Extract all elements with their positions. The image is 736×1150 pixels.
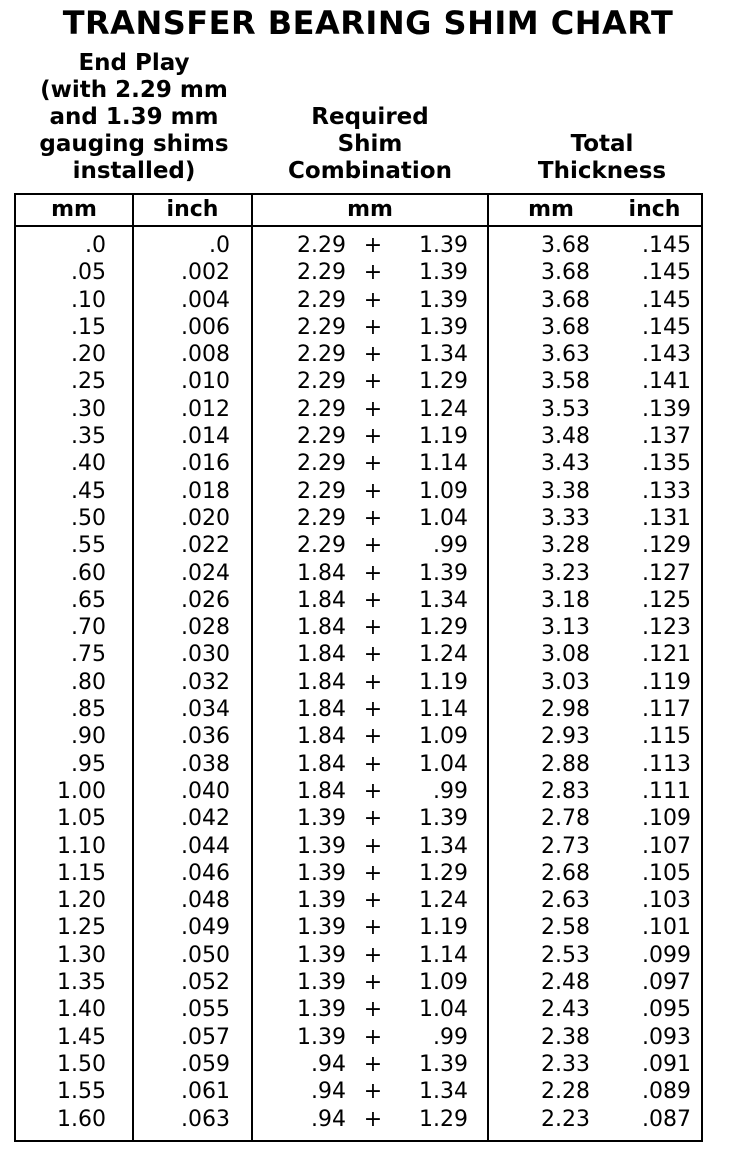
total-mm-cell: 3.18: [541, 587, 590, 613]
table-row: [16, 560, 701, 587]
shim-first-cell: 2.29: [297, 396, 346, 422]
shim-second-cell: 1.34: [419, 587, 468, 613]
total-inch-cell: .127: [642, 560, 691, 586]
end-play-mm-cell: 1.20: [57, 888, 106, 914]
end-play-header-line: (with 2.29 mm: [40, 77, 228, 103]
end-play-inch-cell: .034: [181, 697, 230, 723]
end-play-mm-cell: .15: [71, 314, 106, 340]
end-play-mm-cell: 1.10: [57, 833, 106, 859]
end-play-inch-cell: .026: [181, 587, 230, 613]
table-row: [16, 587, 701, 614]
end-play-mm-cell: .05: [71, 260, 106, 286]
end-play-inch-cell: .020: [181, 505, 230, 531]
plus-sign: +: [363, 751, 383, 777]
shim-second-cell: 1.39: [419, 314, 468, 340]
end-play-mm-cell: .40: [71, 451, 106, 477]
total-inch-cell: .119: [642, 669, 691, 695]
end-play-inch-cell: .014: [181, 424, 230, 450]
shim-second-cell: 1.34: [419, 1079, 468, 1105]
end-play-inch-cell: .040: [181, 778, 230, 804]
table-row: [16, 396, 701, 423]
shim-first-cell: 1.39: [297, 915, 346, 941]
shim-second-cell: 1.29: [419, 1106, 468, 1132]
table-row: [16, 1051, 701, 1078]
table-row: [16, 833, 701, 860]
total-mm-cell: 2.53: [541, 942, 590, 968]
shim-second-cell: 1.34: [419, 833, 468, 859]
table-row: [16, 969, 701, 996]
col-header-total-inch: inch: [628, 197, 681, 222]
shim-second-cell: .99: [433, 778, 468, 804]
shim-second-cell: 1.29: [419, 369, 468, 395]
end-play-mm-cell: .10: [71, 287, 106, 313]
total-mm-cell: 3.63: [541, 342, 590, 368]
shim-first-cell: 2.29: [297, 478, 346, 504]
plus-sign: +: [363, 478, 383, 504]
table-row: [16, 614, 701, 641]
plus-sign: +: [363, 915, 383, 941]
plus-sign: +: [363, 342, 383, 368]
total-inch-cell: .117: [642, 697, 691, 723]
end-play-mm-cell: .0: [85, 233, 106, 258]
table-body: [16, 232, 701, 1133]
shim-first-cell: 1.84: [297, 587, 346, 613]
shim-first-cell: 1.39: [297, 860, 346, 886]
shim-header-line: Required: [311, 104, 429, 130]
total-inch-cell: .097: [642, 970, 691, 996]
table-row: [16, 914, 701, 941]
total-mm-cell: 2.33: [541, 1051, 590, 1077]
shim-second-cell: 1.34: [419, 342, 468, 368]
end-play-inch-cell: .042: [181, 806, 230, 832]
plus-sign: +: [363, 615, 383, 641]
end-play-mm-cell: 1.35: [57, 970, 106, 996]
total-mm-cell: 3.08: [541, 642, 590, 668]
table-row: [16, 860, 701, 887]
shim-first-cell: 1.84: [297, 560, 346, 586]
end-play-mm-cell: .95: [71, 751, 106, 777]
plus-sign: +: [363, 451, 383, 477]
plus-sign: +: [363, 669, 383, 695]
total-mm-cell: 3.28: [541, 533, 590, 559]
end-play-mm-cell: 1.55: [57, 1079, 106, 1105]
total-mm-cell: 3.68: [541, 260, 590, 286]
total-mm-cell: 3.48: [541, 424, 590, 450]
total-inch-cell: .087: [642, 1106, 691, 1132]
total-inch-cell: .137: [642, 424, 691, 450]
total-inch-cell: .141: [642, 369, 691, 395]
plus-sign: +: [363, 860, 383, 886]
end-play-mm-cell: .75: [71, 642, 106, 668]
shim-first-cell: 1.84: [297, 615, 346, 641]
end-play-inch-cell: .018: [181, 478, 230, 504]
total-mm-cell: 2.93: [541, 724, 590, 750]
table-row: [16, 1106, 701, 1133]
shim-first-cell: 2.29: [297, 260, 346, 286]
end-play-inch-cell: .038: [181, 751, 230, 777]
end-play-mm-cell: 1.45: [57, 1024, 106, 1050]
total-inch-cell: .111: [642, 778, 691, 804]
total-inch-cell: .103: [642, 888, 691, 914]
table-row: [16, 942, 701, 969]
total-inch-cell: .121: [642, 642, 691, 668]
shim-first-cell: 2.29: [297, 287, 346, 313]
total-mm-cell: 3.33: [541, 505, 590, 531]
shim-first-cell: 1.39: [297, 833, 346, 859]
total-inch-cell: .101: [642, 915, 691, 941]
end-play-inch-cell: .028: [181, 615, 230, 641]
shim-first-cell: 1.39: [297, 997, 346, 1023]
total-mm-cell: 2.23: [541, 1106, 590, 1132]
total-inch-cell: .145: [642, 287, 691, 313]
end-play-inch-cell: .030: [181, 642, 230, 668]
total-mm-cell: 2.38: [541, 1024, 590, 1050]
plus-sign: +: [363, 724, 383, 750]
end-play-mm-cell: 1.50: [57, 1051, 106, 1077]
shim-first-cell: 1.39: [297, 942, 346, 968]
table-row: [16, 450, 701, 477]
end-play-inch-cell: .059: [181, 1051, 230, 1077]
total-mm-cell: 2.58: [541, 915, 590, 941]
plus-sign: +: [363, 888, 383, 914]
plus-sign: +: [363, 533, 383, 559]
table-row: [16, 996, 701, 1023]
plus-sign: +: [363, 314, 383, 340]
end-play-inch-cell: .055: [181, 997, 230, 1023]
plus-sign: +: [363, 287, 383, 313]
total-inch-cell: .135: [642, 451, 691, 477]
shim-first-cell: .94: [311, 1051, 346, 1077]
end-play-inch-cell: .052: [181, 970, 230, 996]
table-row: [16, 232, 701, 259]
shim-first-cell: 1.84: [297, 778, 346, 804]
total-mm-cell: 3.53: [541, 396, 590, 422]
plus-sign: +: [363, 997, 383, 1023]
end-play-inch-cell: .024: [181, 560, 230, 586]
total-mm-cell: 3.68: [541, 314, 590, 340]
total-mm-cell: 3.68: [541, 287, 590, 313]
col-header-end-play-inch: inch: [166, 197, 219, 222]
end-play-header-line: installed): [72, 158, 196, 184]
shim-first-cell: 2.29: [297, 314, 346, 340]
table-row: [16, 368, 701, 395]
total-mm-cell: 3.13: [541, 615, 590, 641]
end-play-header: [14, 50, 254, 185]
end-play-inch-cell: .022: [181, 533, 230, 559]
plus-sign: +: [363, 942, 383, 968]
total-inch-cell: .129: [642, 533, 691, 559]
plus-sign: +: [363, 833, 383, 859]
shim-second-cell: 1.39: [419, 233, 468, 258]
shim-second-cell: 1.04: [419, 505, 468, 531]
end-play-inch-cell: .050: [181, 942, 230, 968]
total-inch-cell: .099: [642, 942, 691, 968]
total-inch-cell: .123: [642, 615, 691, 641]
end-play-mm-cell: 1.30: [57, 942, 106, 968]
table-row: [16, 778, 701, 805]
total-mm-cell: 3.43: [541, 451, 590, 477]
end-play-mm-cell: 1.60: [57, 1106, 106, 1132]
end-play-mm-cell: 1.00: [57, 778, 106, 804]
shim-second-cell: 1.39: [419, 260, 468, 286]
shim-header-line: Combination: [288, 158, 452, 184]
shim-second-cell: 1.14: [419, 697, 468, 723]
total-mm-cell: 3.23: [541, 560, 590, 586]
end-play-inch-cell: .049: [181, 915, 230, 941]
end-play-inch-cell: .063: [181, 1106, 230, 1132]
total-mm-cell: 2.68: [541, 860, 590, 886]
table-row: [16, 314, 701, 341]
plus-sign: +: [363, 1051, 383, 1077]
total-inch-cell: .105: [642, 860, 691, 886]
shim-second-cell: 1.39: [419, 560, 468, 586]
total-inch-cell: .125: [642, 587, 691, 613]
shim-first-cell: 1.39: [297, 970, 346, 996]
shim-second-cell: 1.24: [419, 642, 468, 668]
end-play-inch-cell: .008: [181, 342, 230, 368]
end-play-inch-cell: .004: [181, 287, 230, 313]
total-thickness-header: [520, 131, 684, 185]
end-play-inch-cell: .012: [181, 396, 230, 422]
end-play-inch-cell: .016: [181, 451, 230, 477]
end-play-mm-cell: .25: [71, 369, 106, 395]
shim-first-cell: 2.29: [297, 369, 346, 395]
shim-second-cell: 1.39: [419, 806, 468, 832]
total-mm-cell: 2.83: [541, 778, 590, 804]
table-row: [16, 478, 701, 505]
end-play-mm-cell: .60: [71, 560, 106, 586]
table-row: [16, 1078, 701, 1105]
end-play-inch-cell: .046: [181, 860, 230, 886]
total-header-line: Thickness: [537, 158, 667, 184]
end-play-inch-cell: .048: [181, 888, 230, 914]
total-mm-cell: 2.98: [541, 697, 590, 723]
plus-sign: +: [363, 260, 383, 286]
shim-second-cell: 1.19: [419, 669, 468, 695]
shim-second-cell: 1.29: [419, 615, 468, 641]
table-row: [16, 669, 701, 696]
total-mm-cell: 3.38: [541, 478, 590, 504]
end-play-inch-cell: .057: [181, 1024, 230, 1050]
end-play-mm-cell: 1.25: [57, 915, 106, 941]
total-mm-cell: 2.78: [541, 806, 590, 832]
end-play-inch-cell: .044: [181, 833, 230, 859]
end-play-mm-cell: .85: [71, 697, 106, 723]
total-mm-cell: 2.48: [541, 970, 590, 996]
total-mm-cell: 2.28: [541, 1079, 590, 1105]
shim-header-line: Shim: [337, 131, 403, 157]
total-inch-cell: .143: [642, 342, 691, 368]
shim-first-cell: 1.84: [297, 724, 346, 750]
total-inch-cell: .145: [642, 260, 691, 286]
header-divider: [16, 225, 701, 227]
shim-second-cell: 1.39: [419, 1051, 468, 1077]
end-play-mm-cell: 1.15: [57, 860, 106, 886]
plus-sign: +: [363, 587, 383, 613]
shim-second-cell: 1.24: [419, 888, 468, 914]
shim-table: [14, 193, 703, 1142]
total-inch-cell: .133: [642, 478, 691, 504]
shim-second-cell: 1.14: [419, 451, 468, 477]
shim-first-cell: 2.29: [297, 533, 346, 559]
plus-sign: +: [363, 233, 383, 258]
end-play-mm-cell: .90: [71, 724, 106, 750]
shim-second-cell: 1.29: [419, 860, 468, 886]
end-play-mm-cell: .20: [71, 342, 106, 368]
plus-sign: +: [363, 778, 383, 804]
shim-first-cell: 2.29: [297, 424, 346, 450]
shim-first-cell: .94: [311, 1079, 346, 1105]
table-row: [16, 887, 701, 914]
end-play-mm-cell: 1.40: [57, 997, 106, 1023]
end-play-header-line: and 1.39 mm: [49, 104, 219, 130]
shim-second-cell: 1.14: [419, 942, 468, 968]
end-play-mm-cell: .65: [71, 587, 106, 613]
shim-second-cell: 1.09: [419, 478, 468, 504]
plus-sign: +: [363, 424, 383, 450]
shim-second-cell: 1.19: [419, 915, 468, 941]
plus-sign: +: [363, 970, 383, 996]
end-play-inch-cell: .036: [181, 724, 230, 750]
table-row: [16, 287, 701, 314]
plus-sign: +: [363, 1079, 383, 1105]
table-row: [16, 805, 701, 832]
end-play-mm-cell: .70: [71, 615, 106, 641]
shim-second-cell: .99: [433, 1024, 468, 1050]
table-row: [16, 505, 701, 532]
plus-sign: +: [363, 697, 383, 723]
shim-first-cell: 1.84: [297, 697, 346, 723]
end-play-inch-cell: .0: [209, 233, 230, 258]
end-play-inch-cell: .006: [181, 314, 230, 340]
total-mm-cell: 2.73: [541, 833, 590, 859]
shim-second-cell: 1.09: [419, 724, 468, 750]
shim-second-cell: 1.09: [419, 970, 468, 996]
end-play-mm-cell: .35: [71, 424, 106, 450]
total-inch-cell: .139: [642, 396, 691, 422]
shim-first-cell: 2.29: [297, 505, 346, 531]
total-inch-cell: .095: [642, 997, 691, 1023]
plus-sign: +: [363, 369, 383, 395]
end-play-mm-cell: .50: [71, 505, 106, 531]
total-mm-cell: 2.43: [541, 997, 590, 1023]
end-play-header-line: gauging shims: [39, 131, 229, 157]
shim-first-cell: 1.84: [297, 669, 346, 695]
plus-sign: +: [363, 1106, 383, 1132]
shim-first-cell: 2.29: [297, 451, 346, 477]
plus-sign: +: [363, 560, 383, 586]
table-row: [16, 641, 701, 668]
chart-title: TRANSFER BEARING SHIM CHART: [62, 4, 674, 42]
plus-sign: +: [363, 642, 383, 668]
plus-sign: +: [363, 1024, 383, 1050]
end-play-mm-cell: 1.05: [57, 806, 106, 832]
shim-second-cell: 1.19: [419, 424, 468, 450]
total-inch-cell: .145: [642, 233, 691, 258]
shim-first-cell: 1.84: [297, 642, 346, 668]
total-mm-cell: 3.68: [541, 233, 590, 258]
shim-first-cell: .94: [311, 1106, 346, 1132]
total-mm-cell: 3.03: [541, 669, 590, 695]
end-play-mm-cell: .45: [71, 478, 106, 504]
total-inch-cell: .131: [642, 505, 691, 531]
end-play-header-line: End Play: [78, 50, 190, 76]
end-play-mm-cell: .30: [71, 396, 106, 422]
shim-first-cell: 2.29: [297, 233, 346, 258]
end-play-inch-cell: .010: [181, 369, 230, 395]
total-inch-cell: .091: [642, 1051, 691, 1077]
total-inch-cell: .113: [642, 751, 691, 777]
plus-sign: +: [363, 505, 383, 531]
col-header-shim-mm: mm: [347, 197, 393, 222]
table-row: [16, 259, 701, 286]
end-play-inch-cell: .032: [181, 669, 230, 695]
table-row: [16, 423, 701, 450]
shim-second-cell: 1.39: [419, 287, 468, 313]
shim-second-cell: 1.04: [419, 751, 468, 777]
table-row: [16, 751, 701, 778]
plus-sign: +: [363, 396, 383, 422]
shim-first-cell: 1.39: [297, 806, 346, 832]
shim-second-cell: 1.24: [419, 396, 468, 422]
total-inch-cell: .089: [642, 1079, 691, 1105]
total-mm-cell: 3.58: [541, 369, 590, 395]
shim-combination-header: [252, 104, 488, 185]
end-play-inch-cell: .061: [181, 1079, 230, 1105]
table-row: [16, 1024, 701, 1051]
total-mm-cell: 2.88: [541, 751, 590, 777]
table-row: [16, 341, 701, 368]
total-inch-cell: .093: [642, 1024, 691, 1050]
end-play-inch-cell: .002: [181, 260, 230, 286]
total-mm-cell: 2.63: [541, 888, 590, 914]
total-header-line: Total: [570, 131, 634, 157]
table-row: [16, 532, 701, 559]
shim-first-cell: 1.84: [297, 751, 346, 777]
col-header-end-play-mm: mm: [51, 197, 97, 222]
end-play-mm-cell: .55: [71, 533, 106, 559]
shim-first-cell: 1.39: [297, 1024, 346, 1050]
shim-second-cell: .99: [433, 533, 468, 559]
total-inch-cell: .115: [642, 724, 691, 750]
col-header-total-mm: mm: [528, 197, 574, 222]
shim-second-cell: 1.04: [419, 997, 468, 1023]
table-row: [16, 696, 701, 723]
total-inch-cell: .109: [642, 806, 691, 832]
shim-first-cell: 1.39: [297, 888, 346, 914]
total-inch-cell: .145: [642, 314, 691, 340]
end-play-mm-cell: .80: [71, 669, 106, 695]
plus-sign: +: [363, 806, 383, 832]
table-row: [16, 723, 701, 750]
total-inch-cell: .107: [642, 833, 691, 859]
shim-first-cell: 2.29: [297, 342, 346, 368]
